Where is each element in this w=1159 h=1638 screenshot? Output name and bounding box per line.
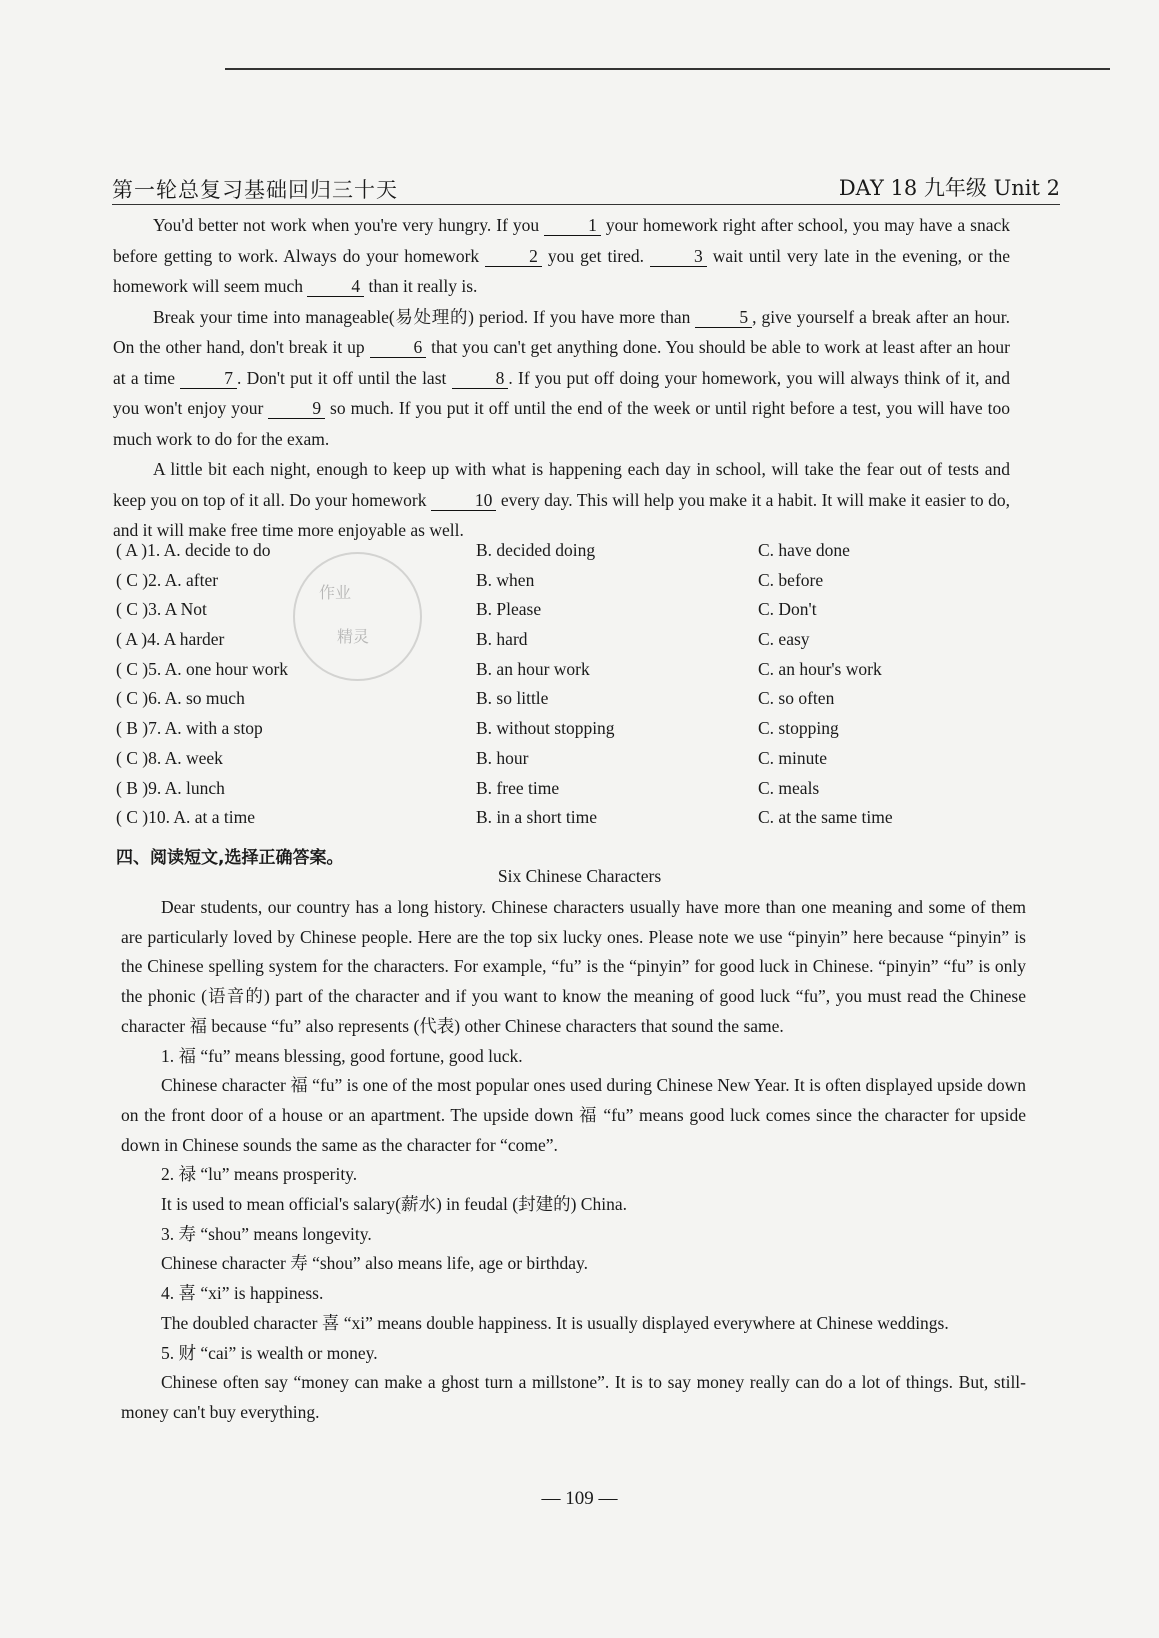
option-row: ( B )9. A. lunch B. free time C. meals	[116, 777, 820, 798]
blank-2: 2	[485, 246, 542, 267]
blank-6: 6	[370, 337, 427, 358]
article-paragraph: It is used to mean official's salary(薪水) in feudal (封建的) China.	[161, 1194, 627, 1215]
option-row: ( A )4. A harder B. hard C. easy	[116, 629, 810, 650]
cloze-passage	[113, 210, 1010, 546]
header-title: 第一轮总复习基础回归三十天	[112, 178, 398, 202]
option-row: ( C )3. A Not B. Please C. Don't	[116, 599, 817, 620]
blank-9: 9	[268, 398, 325, 419]
option-row: ( C )10. A. at a time B. in a short time C. at the same time	[116, 807, 893, 828]
article-paragraph: Chinese character 福 “fu” is one of the most popular ones used during Chinese New Year. It is often displayed upside down on the front door of a house or an apartment. The upside down 福 “fu” means good luck comes since the character for upside down in Chinese sounds the same as the character for “come”.	[121, 1075, 1026, 1155]
page-number: — 109 —	[541, 1488, 618, 1509]
option-row: ( C )2. A. after B. when C. before	[116, 569, 824, 590]
option-row: ( C )8. A. week B. hour C. minute	[116, 747, 828, 768]
article-paragraph: The doubled character 喜 “xi” means double happiness. It is usually displayed everywhere at Chinese weddings.	[161, 1312, 949, 1333]
reading-article	[121, 893, 1026, 1428]
article-paragraph: Chinese character 寿 “shou” also means life, age or birthday.	[161, 1253, 588, 1274]
option-row: ( B )7. A. with a stop B. without stopping C. stopping	[116, 718, 839, 739]
section-heading: 四、阅读短文,选择正确答案。	[116, 848, 344, 868]
blank-7: 7	[180, 368, 237, 389]
article-paragraph: Dear students, our country has a long history. Chinese characters usually have more than one meaning and some of them are particularly loved by Chinese people. Here are the top six lucky ones. Please note we use “pinyin” here because “pinyin” is the Chinese spelling system for the characters. For example, “fu” is the “pinyin” for good luck in Chinese. “pinyin” “fu” is only the phonic (语音的) part of the character and if you want to know the meaning of good luck “fu”, you must read the Chinese character 福 because “fu” also represents (代表) other Chinese characters that sound the same.	[121, 897, 1026, 1036]
header-unit: DAY 18 九年级 Unit 2	[838, 176, 1060, 200]
cloze-paragraph-2: Break your time into manageable(易处理的) period. If you have more than 5 , give yourself a break after an hour. On the other hand, don't break it up 6 that you can't get anything done. You should be able to work at least after an hour at a time 7 . Don't put it off until the last 8 . If you put off doing your homework, you will always think of it, and you won't enjoy your 9 so much. If you put it off until the end of the week or until right before a test, you will have too much work to do for the exam.	[113, 306, 1010, 449]
article-paragraph: 1. 福 “fu” means blessing, good fortune, good luck.	[161, 1045, 523, 1066]
article-paragraph: 2. 禄 “lu” means prosperity.	[161, 1164, 358, 1185]
watermark-stamp: 作业 精灵	[293, 552, 422, 681]
option-row: ( C )6. A. so much B. so little C. so often	[116, 688, 835, 709]
option-row: ( C )5. A. one hour work B. an hour work C. an hour's work	[116, 658, 882, 679]
top-rule	[225, 68, 1110, 70]
answer-options	[116, 540, 1036, 837]
cloze-paragraph-1: You'd better not work when you're very hungry. If you 1 your homework right after school, you may have a snack before getting to work. Always do your homework 2 you get tired. 3 wait until very late in the evening, or the homework will seem much 4 than it really is.	[113, 215, 1011, 296]
blank-8: 8	[452, 368, 509, 389]
article-paragraph: 3. 寿 “shou” means longevity.	[161, 1223, 372, 1244]
blank-10: 10	[431, 490, 497, 511]
blank-5: 5	[695, 307, 752, 328]
blank-1: 1	[544, 215, 601, 236]
option-row: ( A )1. A. decide to do B. decided doing C. have done	[116, 540, 850, 560]
article-paragraph: 5. 财 “cai” is wealth or money.	[161, 1342, 378, 1363]
blank-4: 4	[307, 276, 364, 297]
article-paragraph: Chinese often say “money can make a ghost turn a millstone”. It is to say money really can do a lot of things. But, still-money can't buy everything.	[121, 1372, 1026, 1422]
blank-3: 3	[650, 246, 707, 267]
article-title: Six Chinese Characters	[497, 866, 662, 886]
page-header	[112, 172, 1060, 205]
article-paragraph: 4. 喜 “xi” is happiness.	[161, 1283, 324, 1304]
cloze-paragraph-3: A little bit each night, enough to keep up with what is happening each day in school, will take the fear out of tests and keep you on top of it all. Do your homework 10 every day. This will help you make it a habit. It will make it easier to do, and it will make free time more enjoyable as well.	[113, 459, 1010, 540]
